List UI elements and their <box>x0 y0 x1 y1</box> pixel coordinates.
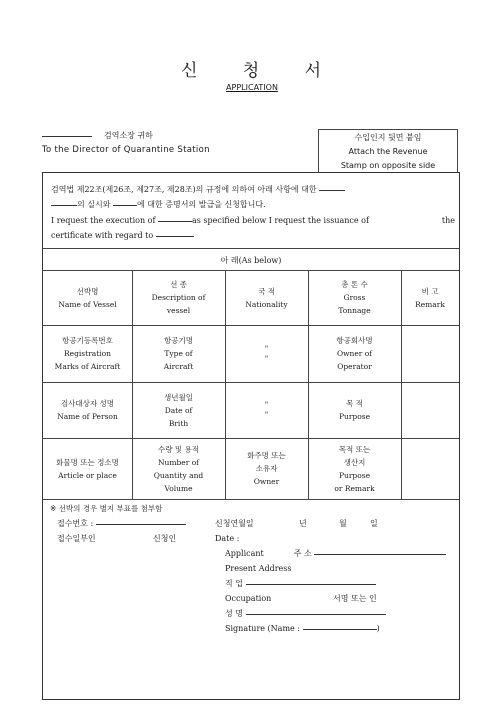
cell-label: 국 적 <box>258 286 275 296</box>
applicant-address-row <box>225 546 446 561</box>
signature-row <box>225 621 380 636</box>
signature-label: Signature (Name : <box>225 624 300 633</box>
sign-or-seal-label: 서명 또는 인 <box>333 594 377 603</box>
attachment-note: ※ 선박의 경우 별지 부표를 첨부함 <box>50 504 163 513</box>
vessel-name-cell[interactable] <box>43 270 132 325</box>
certificate-blank[interactable] <box>113 205 137 206</box>
stamp-line: 수입인지 뒷면 붙임 <box>354 133 422 142</box>
applicant-en-label: Applicant <box>225 549 264 558</box>
application-form <box>42 172 460 700</box>
stamp-line: Stamp on opposite side <box>340 161 436 170</box>
intro-ko-text: 의 실시와 <box>77 200 111 209</box>
cell-label: Name of Vessel <box>58 299 117 309</box>
item-blank[interactable] <box>319 190 345 191</box>
cell-label: Aircraft <box>163 362 194 371</box>
job-row <box>225 576 376 591</box>
nationality-cell[interactable] <box>225 270 308 325</box>
cell-label: Number of <box>157 457 199 467</box>
remark-cell[interactable] <box>401 270 459 325</box>
cell-label: Marks of Aircraft <box>54 362 121 371</box>
receipt-date-stamp: 접수일부인 <box>57 534 96 543</box>
addressee-ko-text: 검역소장 귀하 <box>104 131 153 140</box>
name-row <box>225 606 386 621</box>
page-subtitle: APPLICATION <box>226 83 278 92</box>
execution-blank[interactable] <box>51 205 77 206</box>
person-nationality-cell[interactable] <box>225 382 308 438</box>
cell-label: 생산지 <box>343 457 366 467</box>
month-label: 월 <box>339 519 347 528</box>
intro-ko-text: 검역법 제22조(제26조, 제27조, 제28조)의 규정에 의하여 아래 사항에 대한 <box>51 185 317 194</box>
addressee-korean <box>42 130 153 141</box>
cell-label: Operator <box>337 362 372 371</box>
address-field[interactable] <box>314 554 446 555</box>
cell-label: 생년월일 <box>164 392 193 402</box>
quantity-cell[interactable] <box>132 438 225 499</box>
vessel-type-cell[interactable] <box>132 270 225 325</box>
present-address-label: Present Address <box>225 564 292 573</box>
cell-label: Remark <box>415 299 445 309</box>
cell-label: 선 종 <box>170 280 187 289</box>
cell-label: Date of <box>164 405 193 415</box>
aircraft-type-cell[interactable] <box>132 325 225 382</box>
ditto-mark: " <box>264 400 269 409</box>
gross-tonnage-cell[interactable] <box>308 270 401 325</box>
stamp-line: Attach the Revenue <box>348 147 428 156</box>
article-cell[interactable] <box>43 438 132 499</box>
cell-label: Description of <box>151 293 206 302</box>
page-title: 신 청 서 <box>180 61 342 81</box>
aircraft-nationality-cell[interactable] <box>225 325 308 382</box>
purpose-cell[interactable] <box>308 382 401 438</box>
applicant-ko: 신청인 <box>153 534 177 543</box>
below-heading: 아 래(As below) <box>220 256 282 265</box>
day-label: 일 <box>370 519 378 528</box>
station-blank[interactable] <box>42 136 92 137</box>
addressee-english: To the Director of Quarantine Station <box>42 145 210 155</box>
application-date-ko: 신청연월일 <box>215 519 254 528</box>
year-label: 년 <box>299 519 307 528</box>
certificate-blank-en[interactable] <box>156 236 194 237</box>
intro-english-1 <box>51 213 455 228</box>
receipt-label: 접수번호 : <box>57 519 94 528</box>
cell-label: 항공기명 <box>164 336 193 345</box>
job-ko-label: 직 업 <box>225 579 243 588</box>
cell-label: Name of Person <box>57 412 118 421</box>
intro-en-text: the <box>441 216 455 225</box>
cell-label: 선박명 <box>76 286 99 296</box>
cell-label: 검사대상자 성명 <box>60 399 115 408</box>
receipt-number-field[interactable] <box>96 524 186 525</box>
cell-label: Owner <box>253 477 280 486</box>
name-ko-label: 성 명 <box>225 609 243 618</box>
intro-en-text: certificate with regard to <box>51 231 154 240</box>
cell-label: Type of <box>164 349 193 358</box>
address-ko-label: 주 소 <box>293 549 312 558</box>
ditto-mark: " <box>264 353 269 363</box>
origin-cell[interactable] <box>308 438 401 499</box>
cell-label: 항공기등록번호 <box>62 336 113 345</box>
person-name-cell[interactable] <box>43 382 132 438</box>
cell-label: 화주명 또는 <box>247 451 286 460</box>
ditto-mark: " <box>264 343 269 353</box>
intro-korean-1 <box>51 182 455 197</box>
revenue-stamp-box <box>318 129 458 173</box>
owner-cell[interactable] <box>225 438 308 499</box>
cell-label: 목적 또는 <box>338 444 371 454</box>
cell-label: Gross <box>343 293 366 302</box>
occupation-field[interactable] <box>246 584 376 585</box>
cell-label: vessel <box>166 306 191 315</box>
ditto-mark: " <box>264 410 269 419</box>
cell-label: 목 적 <box>346 399 363 408</box>
cell-label: Quantity and <box>153 470 204 480</box>
intro-en-text: I request the execution of <box>51 216 156 225</box>
signature-field[interactable] <box>303 629 377 630</box>
intro-ko-text: 에 대한 증명서의 발급을 신청합니다. <box>137 200 266 209</box>
cell-label: 화물명 또는 정소명 <box>56 457 119 467</box>
signature-close: ) <box>376 624 380 633</box>
date-en: Date : <box>215 534 240 543</box>
cell-label: Nationality <box>245 299 288 309</box>
cell-label: Registration <box>64 349 111 358</box>
cell-label: 비 고 <box>421 286 439 296</box>
cell-label: 수량 및 용적 <box>158 444 199 454</box>
birth-date-cell[interactable] <box>132 382 225 438</box>
cell-label: Volume <box>164 483 193 493</box>
intro-en-text: as specified below I request the issuance of <box>192 216 369 225</box>
cell-label: Brith <box>168 418 189 428</box>
name-field[interactable] <box>246 614 386 615</box>
aircraft-registration-cell[interactable] <box>43 325 132 382</box>
cell-label: 총 톤 수 <box>341 280 368 289</box>
cell-label: Article or place <box>58 470 117 480</box>
receipt-number <box>57 516 186 531</box>
cell-label: Owner of <box>336 349 373 358</box>
cell-label: Tonnage <box>338 306 371 315</box>
cell-label: Purpose <box>338 470 371 480</box>
cell-label: Purpose <box>338 412 371 421</box>
cell-label: or Remark <box>334 483 375 493</box>
occupation-label: Occupation <box>225 594 272 603</box>
cell-label: 소유자 <box>255 464 278 473</box>
cell-label: 항공회사명 <box>336 336 373 345</box>
intro-english-2 <box>51 228 455 243</box>
aircraft-operator-cell[interactable] <box>308 325 401 382</box>
intro-korean-2 <box>51 197 455 212</box>
execution-blank-en[interactable] <box>158 221 192 222</box>
